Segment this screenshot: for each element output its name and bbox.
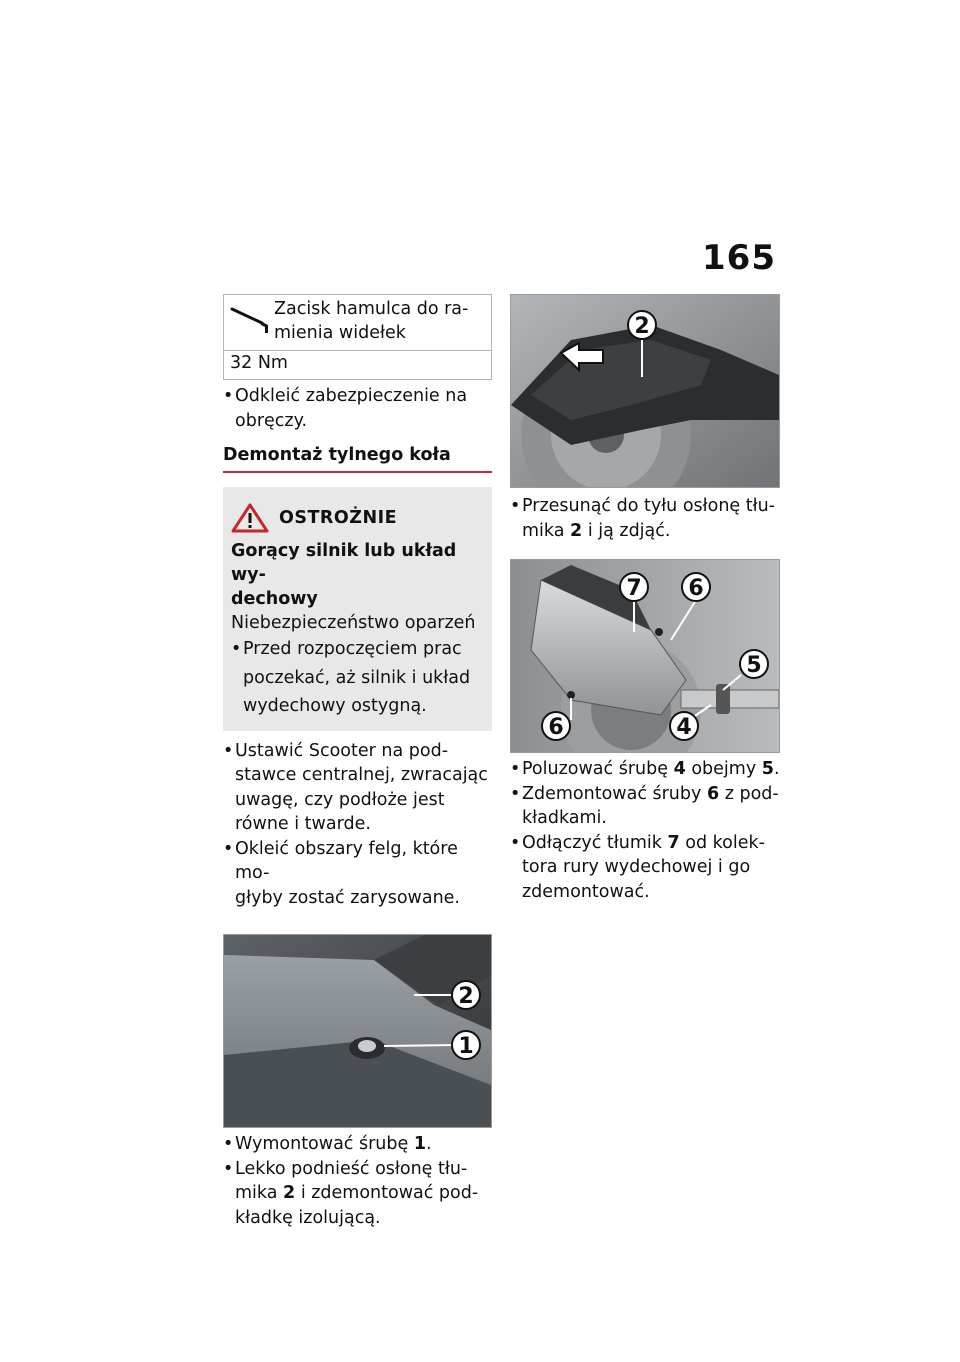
- section-title: Demontaż tylnego koła: [223, 445, 451, 465]
- step-text: z pod-: [724, 783, 779, 804]
- step-text: głyby zostać zarysowane.: [235, 887, 460, 908]
- step-text: i zdemontować pod-: [300, 1183, 479, 1203]
- step-text: tora rury wydechowej i go: [522, 857, 751, 877]
- figure-muffler-clamp: [510, 559, 780, 753]
- step-text: i ją zdjąć.: [587, 520, 671, 541]
- step-list: [223, 384, 492, 433]
- warning-list: [231, 635, 484, 721]
- step-text: Poluzować śrubę: [522, 759, 668, 779]
- warning-item-line: poczekać, aż silnik i układ: [243, 667, 471, 688]
- list-item: • Poluzować śrubę 4 obejmy 5.: [510, 759, 780, 779]
- list-item: • Odkleić zabezpieczenie na obręczy.: [223, 384, 492, 433]
- figure-muffler-cover: [510, 294, 780, 488]
- torque-wrench-icon: [224, 295, 274, 350]
- callout-5: 5: [746, 653, 762, 678]
- right-column: [510, 294, 780, 904]
- step-text: kładkę izolującą.: [235, 1207, 381, 1228]
- list-item: • Przesunąć do tyłu osłonę tłu- mika 2 i ją zdjąć.: [510, 494, 780, 543]
- step-text: zdemontować.: [522, 881, 650, 902]
- callout-ref: 1: [413, 1134, 427, 1154]
- left-column: [223, 294, 492, 1230]
- warning-subtitle-line: Gorący silnik lub układ wy-: [231, 541, 457, 585]
- torque-spec-value: 32 Nm: [230, 353, 288, 373]
- step-text: Lekko podnieść osłonę tłu-: [235, 1158, 468, 1179]
- callout-7: 7: [626, 576, 642, 601]
- warning-item-line: Przed rozpoczęciem prac: [243, 639, 462, 659]
- step-text: Odkleić zabezpieczenie na: [235, 386, 468, 406]
- warning-title: OSTROŻNIE: [279, 508, 398, 528]
- step-text: Przesunąć do tyłu osłonę tłu-: [522, 496, 775, 516]
- list-item: • Przed rozpoczęciem prac poczekać, aż silnik i układ wydechowy ostygną.: [231, 635, 484, 721]
- step-text: uwagę, czy podłoże jest: [235, 789, 445, 810]
- step-text: od kolek-: [685, 832, 765, 853]
- figure-muffler-cover-image: [511, 295, 779, 487]
- step-text: równe i twarde.: [235, 814, 371, 834]
- list-item: • Okleić obszary felg, które mo- głyby zostać zarysowane.: [223, 837, 492, 911]
- step-list: [223, 1132, 492, 1230]
- callout-ref: 7: [667, 832, 680, 853]
- step-text: Odłączyć tłumik: [522, 832, 662, 853]
- callout-6: 6: [688, 576, 704, 601]
- warning-text: Niebezpieczeństwo oparzeń: [231, 613, 476, 633]
- warning-subtitle-line: dechowy: [231, 589, 318, 609]
- step-list: [510, 757, 780, 904]
- callout-ref: 5: [761, 759, 774, 779]
- step-text: Zdemontować śruby: [522, 783, 702, 804]
- torque-spec-header: [224, 295, 491, 351]
- step-text: mika: [235, 1183, 278, 1203]
- torque-label-line: mienia widełek: [274, 323, 406, 343]
- callout-2: 2: [458, 984, 474, 1009]
- torque-label-line: Zacisk hamulca do ra-: [274, 299, 469, 319]
- list-item: • Zdemontować śruby 6 z pod- kładkami.: [510, 782, 780, 831]
- step-text: stawce centralnej, zwracając: [235, 765, 488, 785]
- callout-ref: 6: [706, 783, 720, 804]
- figure-muffler-screw-image: [224, 935, 491, 1127]
- list-item: • Ustawić Scooter na pod- stawce centralnej, zwracając uwagę, czy podłoże jest równe i twarde.: [223, 739, 492, 837]
- callout-ref: 4: [673, 759, 686, 779]
- figure-muffler-clamp-image: [511, 560, 779, 752]
- torque-spec-table: [223, 294, 492, 380]
- warning-item-line: wydechowy ostygną.: [243, 696, 427, 716]
- step-text: mika: [522, 520, 565, 541]
- warning-box: [223, 487, 492, 731]
- list-item: • Wymontować śrubę 1.: [223, 1134, 432, 1154]
- warning-triangle-icon: [231, 503, 269, 533]
- list-item: • Lekko podnieść osłonę tłu- mika 2 i zdemontować pod- kładkę izolującą.: [223, 1157, 492, 1231]
- step-text: obręczy.: [235, 410, 308, 431]
- callout-2: 2: [634, 314, 650, 339]
- page-number: 165: [702, 238, 776, 278]
- figure-muffler-screw: [223, 934, 492, 1128]
- warning-header: [231, 503, 484, 533]
- step-text: Ustawić Scooter na pod-: [235, 740, 449, 761]
- step-list: [510, 494, 780, 543]
- callout-1: 1: [458, 1034, 474, 1059]
- step-list: [223, 739, 492, 911]
- callout-4: 4: [676, 715, 692, 740]
- torque-spec-label: [274, 295, 468, 345]
- step-text: Okleić obszary felg, które mo-: [235, 838, 458, 883]
- step-text: Wymontować śrubę: [235, 1134, 409, 1154]
- list-item: • Odłączyć tłumik 7 od kolek- tora rury wydechowej i go zdemontować.: [510, 831, 780, 905]
- step-text: kładkami.: [522, 808, 607, 828]
- callout-ref: 2: [570, 520, 583, 541]
- step-text: obejmy: [691, 759, 757, 779]
- callout-ref: 2: [283, 1183, 296, 1203]
- warning-subtitle: [231, 539, 484, 611]
- callout-6: 6: [548, 715, 564, 740]
